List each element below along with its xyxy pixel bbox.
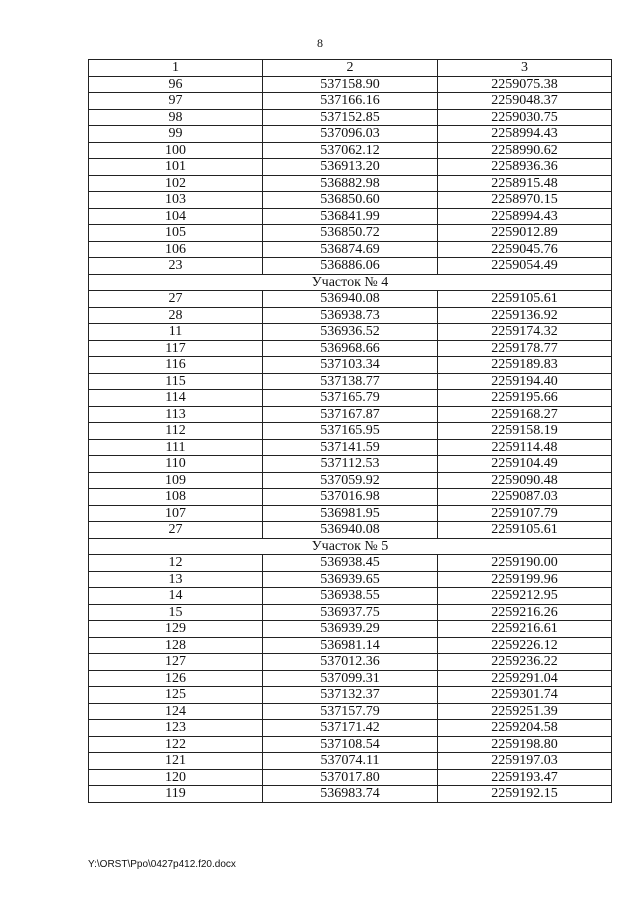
point-number-cell: 104: [89, 208, 263, 225]
footer-file-path: Y:\ORST\Ppo\0427p412.f20.docx: [88, 859, 236, 870]
point-number-cell: 12: [89, 555, 263, 572]
x-coordinate-cell: 537152.85: [263, 109, 438, 126]
x-coordinate-cell: 536981.14: [263, 637, 438, 654]
x-coordinate-cell: 537157.79: [263, 703, 438, 720]
point-number-cell: 106: [89, 241, 263, 258]
y-coordinate-cell: 2259236.22: [438, 654, 612, 671]
table-row: [89, 423, 612, 440]
point-number-cell: 100: [89, 142, 263, 159]
x-coordinate-cell: 536981.95: [263, 505, 438, 522]
x-coordinate-cell: 537132.37: [263, 687, 438, 704]
y-coordinate-cell: 2259104.49: [438, 456, 612, 473]
y-coordinate-cell: 2259075.38: [438, 76, 612, 93]
x-coordinate-cell: 536936.52: [263, 324, 438, 341]
point-number-cell: 98: [89, 109, 263, 126]
y-coordinate-cell: 2259251.39: [438, 703, 612, 720]
y-coordinate-cell: 2258994.43: [438, 208, 612, 225]
x-coordinate-cell: 536882.98: [263, 175, 438, 192]
table-row: [89, 258, 612, 275]
table-row: [89, 769, 612, 786]
point-number-cell: 115: [89, 373, 263, 390]
point-number-cell: 103: [89, 192, 263, 209]
y-coordinate-cell: 2259107.79: [438, 505, 612, 522]
y-coordinate-cell: 2259045.76: [438, 241, 612, 258]
table-row: [89, 406, 612, 423]
y-coordinate-cell: 2259030.75: [438, 109, 612, 126]
y-coordinate-cell: 2259198.80: [438, 736, 612, 753]
point-number-cell: 107: [89, 505, 263, 522]
table-row: [89, 720, 612, 737]
point-number-cell: 117: [89, 340, 263, 357]
point-number-cell: 15: [89, 604, 263, 621]
y-coordinate-cell: 2259136.92: [438, 307, 612, 324]
x-coordinate-cell: 537158.90: [263, 76, 438, 93]
point-number-cell: 27: [89, 522, 263, 539]
table-row: [89, 604, 612, 621]
point-number-cell: 111: [89, 439, 263, 456]
table-row: [89, 357, 612, 374]
y-coordinate-cell: 2259105.61: [438, 291, 612, 308]
point-number-cell: 121: [89, 753, 263, 770]
y-coordinate-cell: 2259204.58: [438, 720, 612, 737]
table-row: [89, 555, 612, 572]
point-number-cell: 124: [89, 703, 263, 720]
y-coordinate-cell: 2259216.26: [438, 604, 612, 621]
y-coordinate-cell: 2259194.40: [438, 373, 612, 390]
x-coordinate-cell: 537112.53: [263, 456, 438, 473]
point-number-cell: 23: [89, 258, 263, 275]
point-number-cell: 99: [89, 126, 263, 143]
table-row: [89, 373, 612, 390]
y-coordinate-cell: 2259158.19: [438, 423, 612, 440]
section-header-row: [89, 538, 612, 555]
y-coordinate-cell: 2259012.89: [438, 225, 612, 242]
x-coordinate-cell: 536983.74: [263, 786, 438, 803]
x-coordinate-cell: 537074.11: [263, 753, 438, 770]
x-coordinate-cell: 536874.69: [263, 241, 438, 258]
x-coordinate-cell: 537165.95: [263, 423, 438, 440]
y-coordinate-cell: 2259174.32: [438, 324, 612, 341]
section-title: Участок № 5: [89, 538, 612, 555]
y-coordinate-cell: 2259195.66: [438, 390, 612, 407]
point-number-cell: 122: [89, 736, 263, 753]
y-coordinate-cell: 2259291.04: [438, 670, 612, 687]
point-number-cell: 109: [89, 472, 263, 489]
table-row: [89, 307, 612, 324]
x-coordinate-cell: 537171.42: [263, 720, 438, 737]
y-coordinate-cell: 2258915.48: [438, 175, 612, 192]
table-row: [89, 588, 612, 605]
x-coordinate-cell: 536850.60: [263, 192, 438, 209]
table-row: [89, 571, 612, 588]
y-coordinate-cell: 2259301.74: [438, 687, 612, 704]
table-row: [89, 76, 612, 93]
table-row: [89, 736, 612, 753]
y-coordinate-cell: 2259054.49: [438, 258, 612, 275]
y-coordinate-cell: 2259189.83: [438, 357, 612, 374]
y-coordinate-cell: 2259178.77: [438, 340, 612, 357]
point-number-cell: 14: [89, 588, 263, 605]
point-number-cell: 125: [89, 687, 263, 704]
x-coordinate-cell: 536968.66: [263, 340, 438, 357]
x-coordinate-cell: 536913.20: [263, 159, 438, 176]
table-row: [89, 670, 612, 687]
table-row: [89, 109, 612, 126]
table-row: [89, 340, 612, 357]
table-row: [89, 208, 612, 225]
y-coordinate-cell: 2259168.27: [438, 406, 612, 423]
point-number-cell: 105: [89, 225, 263, 242]
point-number-cell: 13: [89, 571, 263, 588]
table-row: [89, 637, 612, 654]
x-coordinate-cell: 537099.31: [263, 670, 438, 687]
point-number-cell: 113: [89, 406, 263, 423]
x-coordinate-cell: 537059.92: [263, 472, 438, 489]
point-number-cell: 112: [89, 423, 263, 440]
point-number-cell: 127: [89, 654, 263, 671]
table-header-row: [89, 60, 612, 77]
point-number-cell: 27: [89, 291, 263, 308]
point-number-cell: 101: [89, 159, 263, 176]
y-coordinate-cell: 2258936.36: [438, 159, 612, 176]
x-coordinate-cell: 537103.34: [263, 357, 438, 374]
header-cell-point: 1: [89, 60, 263, 77]
table-row: [89, 522, 612, 539]
x-coordinate-cell: 536886.06: [263, 258, 438, 275]
x-coordinate-cell: 537062.12: [263, 142, 438, 159]
y-coordinate-cell: 2259199.96: [438, 571, 612, 588]
point-number-cell: 119: [89, 786, 263, 803]
x-coordinate-cell: 536940.08: [263, 291, 438, 308]
point-number-cell: 102: [89, 175, 263, 192]
x-coordinate-cell: 537016.98: [263, 489, 438, 506]
point-number-cell: 116: [89, 357, 263, 374]
x-coordinate-cell: 537167.87: [263, 406, 438, 423]
table-row: [89, 291, 612, 308]
point-number-cell: 11: [89, 324, 263, 341]
page-number: 8: [317, 36, 323, 50]
point-number-cell: 123: [89, 720, 263, 737]
point-number-cell: 96: [89, 76, 263, 93]
x-coordinate-cell: 537141.59: [263, 439, 438, 456]
x-coordinate-cell: 537166.16: [263, 93, 438, 110]
y-coordinate-cell: 2259087.03: [438, 489, 612, 506]
y-coordinate-cell: 2259197.03: [438, 753, 612, 770]
point-number-cell: 126: [89, 670, 263, 687]
x-coordinate-cell: 536850.72: [263, 225, 438, 242]
table-row: [89, 753, 612, 770]
point-number-cell: 97: [89, 93, 263, 110]
y-coordinate-cell: 2259105.61: [438, 522, 612, 539]
x-coordinate-cell: 536938.73: [263, 307, 438, 324]
table-row: [89, 654, 612, 671]
table-row: [89, 786, 612, 803]
point-number-cell: 129: [89, 621, 263, 638]
table-row: [89, 456, 612, 473]
x-coordinate-cell: 537096.03: [263, 126, 438, 143]
table-row: [89, 159, 612, 176]
y-coordinate-cell: 2259192.15: [438, 786, 612, 803]
y-coordinate-cell: 2259090.48: [438, 472, 612, 489]
table-row: [89, 241, 612, 258]
point-number-cell: 114: [89, 390, 263, 407]
y-coordinate-cell: 2258970.15: [438, 192, 612, 209]
x-coordinate-cell: 537017.80: [263, 769, 438, 786]
y-coordinate-cell: 2259226.12: [438, 637, 612, 654]
table-row: [89, 703, 612, 720]
table-row: [89, 225, 612, 242]
header-cell-x: 2: [263, 60, 438, 77]
x-coordinate-cell: 537012.36: [263, 654, 438, 671]
table-row: [89, 93, 612, 110]
x-coordinate-cell: 536938.55: [263, 588, 438, 605]
section-header-row: [89, 274, 612, 291]
table-row: [89, 192, 612, 209]
y-coordinate-cell: 2258994.43: [438, 126, 612, 143]
x-coordinate-cell: 536940.08: [263, 522, 438, 539]
x-coordinate-cell: 537138.77: [263, 373, 438, 390]
table-row: [89, 324, 612, 341]
header-cell-y: 3: [438, 60, 612, 77]
table-row: [89, 175, 612, 192]
y-coordinate-cell: 2258990.62: [438, 142, 612, 159]
x-coordinate-cell: 537165.79: [263, 390, 438, 407]
y-coordinate-cell: 2259114.48: [438, 439, 612, 456]
table-row: [89, 439, 612, 456]
y-coordinate-cell: 2259212.95: [438, 588, 612, 605]
x-coordinate-cell: 536937.75: [263, 604, 438, 621]
point-number-cell: 28: [89, 307, 263, 324]
table-row: [89, 390, 612, 407]
table-row: [89, 126, 612, 143]
y-coordinate-cell: 2259193.47: [438, 769, 612, 786]
point-number-cell: 128: [89, 637, 263, 654]
x-coordinate-cell: 537108.54: [263, 736, 438, 753]
x-coordinate-cell: 536841.99: [263, 208, 438, 225]
y-coordinate-cell: 2259190.00: [438, 555, 612, 572]
x-coordinate-cell: 536939.65: [263, 571, 438, 588]
point-number-cell: 108: [89, 489, 263, 506]
table-row: [89, 505, 612, 522]
point-number-cell: 120: [89, 769, 263, 786]
y-coordinate-cell: 2259216.61: [438, 621, 612, 638]
x-coordinate-cell: 536938.45: [263, 555, 438, 572]
section-title: Участок № 4: [89, 274, 612, 291]
table-row: [89, 142, 612, 159]
table-row: [89, 472, 612, 489]
table-row: [89, 489, 612, 506]
table-row: [89, 621, 612, 638]
x-coordinate-cell: 536939.29: [263, 621, 438, 638]
point-number-cell: 110: [89, 456, 263, 473]
coordinates-table: [88, 59, 612, 803]
y-coordinate-cell: 2259048.37: [438, 93, 612, 110]
table-row: [89, 687, 612, 704]
